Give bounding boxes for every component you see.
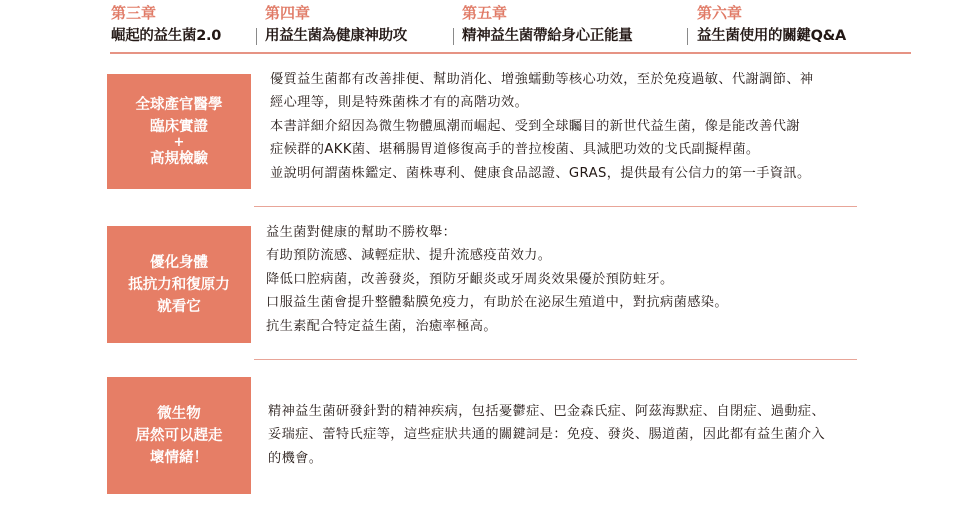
text-line: 本書詳細介紹因為微生物體風潮而崛起、受到全球矚目的新世代益生菌，像是能改善代謝: [270, 118, 800, 134]
label-plus: +: [173, 134, 185, 150]
text-line: 口服益生菌會提升整體黏膜免疫力，有助於在泌尿生殖道中，對抗病菌感染。: [266, 295, 728, 311]
text-line: 的機會。: [268, 450, 323, 466]
header-rule: [110, 52, 911, 54]
chapter-title: 精神益生菌帶給身心正能量: [462, 28, 633, 44]
label-line: 臨床實證: [150, 118, 208, 135]
chapter-number: 第五章: [462, 4, 508, 22]
text-line: 抗生素配合特定益生菌，治癒率極高。: [266, 318, 497, 334]
label-line: 全球產官醫學: [135, 96, 223, 113]
section-label-immunity: [107, 226, 251, 343]
text-line: 優質益生菌都有改善排便、幫助消化、增強蠕動等核心功效，至於免疫過敏、代謝調節、神: [270, 72, 814, 87]
text-line: 症候群的AKK菌、堪稱腸胃道修復高手的普拉梭菌、具減肥功效的戈氏副擬桿菌。: [270, 142, 760, 158]
chapter-number: 第六章: [697, 4, 743, 22]
text-line: 並說明何謂菌株鑑定、菌株專利、健康食品認證、GRAS，提供最有公信力的第一手資訊。: [270, 165, 811, 181]
text-line: 降低口腔病菌，改善發炎，預防牙齦炎或牙周炎效果優於預防蛀牙。: [266, 271, 674, 287]
text-line: 有助預防流感、減輕症狀、提升流感疫苗效力。: [266, 248, 552, 264]
section-divider: [254, 206, 857, 207]
section-label-clinical: [107, 74, 251, 189]
section-label-mood: [107, 377, 251, 494]
chapter-divider: [453, 28, 454, 45]
section-text-mood: [268, 400, 825, 470]
chapter-divider: [256, 28, 257, 45]
label-line: 微生物: [157, 405, 201, 422]
chapter-title: 益生菌使用的關鍵Q&A: [697, 28, 846, 44]
text-line: 經心理等，則是特殊菌株才有的高階功效。: [270, 95, 529, 111]
chapter-number: 第三章: [111, 4, 157, 22]
text-line: 精神益生菌研發針對的精神疾病，包括憂鬱症、巴金森氏症、阿茲海默症、自閉症、過動症、: [268, 404, 826, 419]
chapter-number: 第四章: [265, 4, 311, 22]
label-line: 壞情緒！: [150, 449, 208, 466]
label-line: 優化身體: [150, 254, 208, 271]
text-line: 益生菌對健康的幫助不勝枚舉：: [266, 225, 457, 240]
section-divider: [254, 359, 857, 360]
label-line: 居然可以趕走: [135, 427, 223, 444]
label-line: 就看它: [157, 298, 201, 315]
chapter-divider: [687, 28, 688, 45]
label-line: 抵抗力和復原力: [128, 276, 230, 293]
label-line: 高規檢驗: [150, 150, 208, 167]
text-line: 妥瑞症、蕾特氏症等，這些症狀共通的關鍵詞是：免疫、發炎、腸道菌，因此都有益生菌介入: [268, 427, 826, 443]
section-text-clinical: [270, 68, 814, 185]
section-text-immunity: [266, 221, 728, 338]
chapter-header: [0, 0, 960, 48]
chapter-title: 用益生菌為健康神助攻: [265, 28, 407, 44]
chapter-title: 崛起的益生菌2.0: [111, 28, 221, 44]
